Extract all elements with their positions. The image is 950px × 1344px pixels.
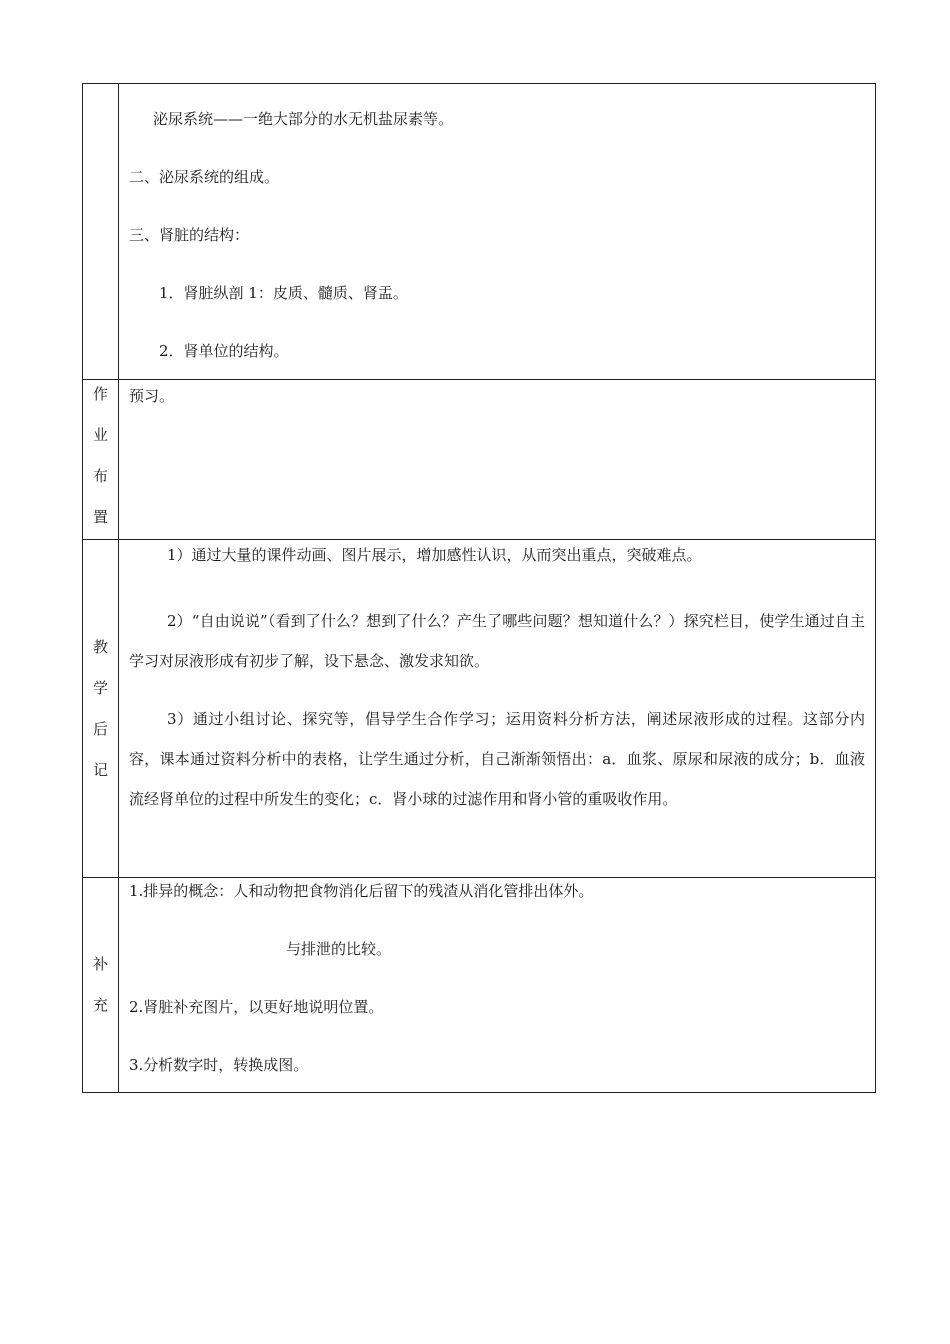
supplement-label-cell xyxy=(83,878,119,1093)
homework-text: 预习。 xyxy=(129,387,175,405)
homework-label-char: 布 xyxy=(92,467,108,485)
urinary-system-line: 泌尿系统——一绝大部分的水无机盐尿素等。 xyxy=(153,110,454,128)
lesson-plan-table xyxy=(82,83,876,1093)
row1-content-cell xyxy=(119,84,876,380)
supplement-content-cell xyxy=(119,878,876,1093)
homework-label-cell xyxy=(83,380,119,540)
comparison-line: 与排泄的比较。 xyxy=(286,940,392,958)
supplement-label-char: 充 xyxy=(92,996,108,1014)
reflection-label-char: 学 xyxy=(92,678,108,697)
row-supplement xyxy=(83,878,876,1093)
reflection-label-cell xyxy=(83,540,119,878)
section-two-heading: 二、泌尿系统的组成。 xyxy=(129,168,280,186)
homework-label xyxy=(83,380,118,525)
analyze-numbers-line: 3.分析数字时，转换成图。 xyxy=(129,1056,309,1074)
reflection-paragraph-2: 2）“自由说说”（看到了什么？想到了什么？产生了哪些问题？想知道什么？）探究栏目，使学生通过自主学习对尿液形成有初步了解，设下悬念、激发求知欲。 xyxy=(129,612,865,670)
supplement-label xyxy=(83,957,118,1013)
reflection-content-cell xyxy=(119,540,876,878)
kidney-section-line: 1．肾脏纵剖 1：皮质、髓质、肾盂。 xyxy=(159,284,408,302)
homework-content-cell xyxy=(119,380,876,540)
excretion-concept-line: 1.排异的概念：人和动物把食物消化后留下的残渣从消化管排出体外。 xyxy=(129,882,594,900)
nephron-structure-line: 2．肾单位的结构。 xyxy=(159,342,289,360)
supplement-label-char: 补 xyxy=(92,955,108,973)
homework-label-char: 置 xyxy=(92,508,108,526)
reflection-label xyxy=(83,637,118,779)
section-three-heading: 三、肾脏的结构： xyxy=(129,226,250,244)
row-structure-notes xyxy=(83,84,876,380)
kidney-picture-line: 2.肾脏补充图片，以更好地说明位置。 xyxy=(129,998,384,1016)
reflection-label-char: 记 xyxy=(92,760,108,779)
reflection-paragraph-3: 3）通过小组讨论、探究等，倡导学生合作学习；运用资料分析方法，阐述尿液形成的过程。这部分内容，课本通过资料分析中的表格，让学生通过分析，自己渐渐领悟出：a．血浆、原尿和尿液的成分；b．血液流经肾单位的过程中所发生的变化；c．肾小球的过滤作用和肾小管的重吸收作用。 xyxy=(129,710,865,808)
row-teaching-reflection xyxy=(83,540,876,878)
reflection-label-char: 教 xyxy=(92,637,108,656)
homework-label-char: 业 xyxy=(92,426,108,444)
row1-label-cell xyxy=(83,84,119,380)
row-homework xyxy=(83,380,876,540)
reflection-paragraph-1: 1）通过大量的课件动画、图片展示，增加感性认识，从而突出重点，突破难点。 xyxy=(167,546,702,564)
reflection-label-char: 后 xyxy=(92,719,108,738)
homework-label-char: 作 xyxy=(92,385,108,403)
